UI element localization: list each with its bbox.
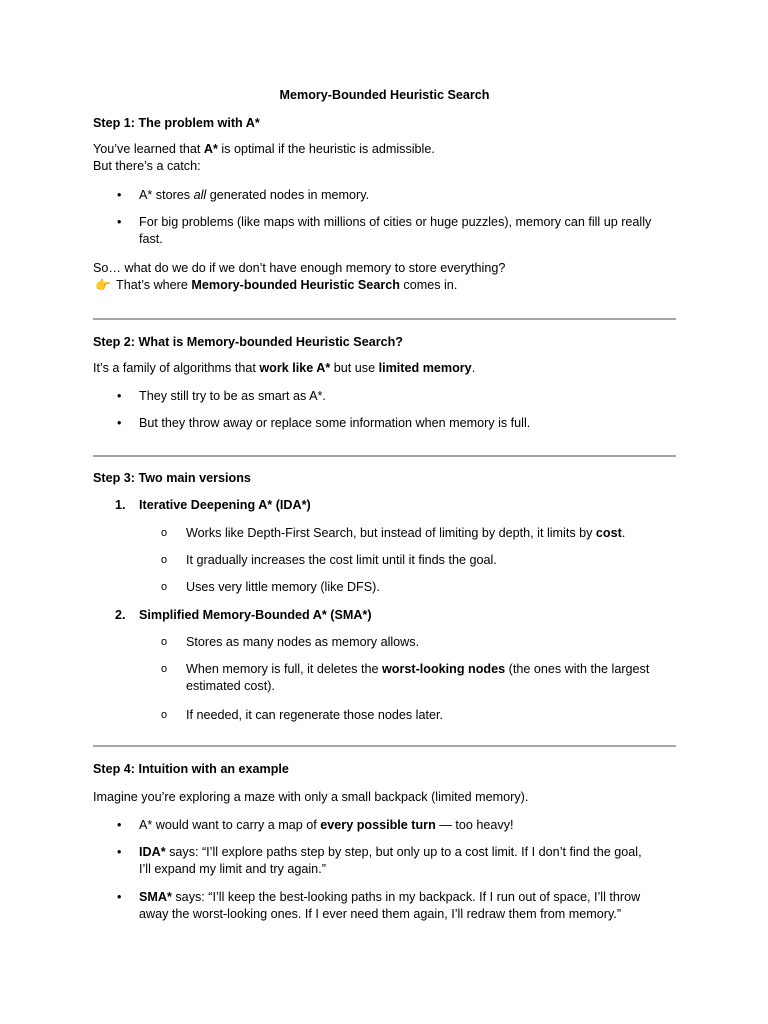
step4-bullet3	[139, 889, 676, 923]
step3-item2-sub2	[186, 661, 676, 695]
text-run: A* would want to carry a map of	[139, 818, 321, 832]
circle-bullet-marker: o	[161, 554, 168, 566]
text-run: .	[621, 526, 626, 540]
text-run: A* stores	[139, 188, 194, 202]
step3-item1-sub3: Uses very little memory (like DFS).	[186, 580, 380, 594]
step1-intro-line1	[93, 141, 676, 158]
text-run: That’s where	[116, 278, 192, 292]
text-run: (the ones with the largest	[505, 662, 650, 676]
bullet-marker: •	[117, 890, 122, 904]
text-run: says: “I’ll explore paths step by step, but only up to a cost limit. If I don’t find the goal,	[165, 845, 642, 859]
step3-item2-sub3: If needed, it can regenerate those nodes later.	[186, 708, 443, 722]
bold-text: SMA*	[139, 890, 172, 904]
bold-text: work like A*	[259, 361, 331, 375]
bold-text: limited memory	[378, 361, 472, 375]
italic-text: all	[193, 188, 207, 202]
horizontal-rule	[93, 318, 676, 320]
circle-bullet-marker: o	[161, 709, 168, 721]
list-number: 2.	[115, 608, 126, 622]
text-run: .	[471, 361, 476, 375]
horizontal-rule	[93, 745, 676, 747]
step4-bullet2	[139, 844, 676, 878]
circle-bullet-marker: o	[161, 527, 168, 539]
text-line: For big problems (like maps with millions of cities or huge puzzles), memory can fill up really	[139, 215, 652, 229]
step3-item1-sub2: It gradually increases the cost limit until it finds the goal.	[186, 553, 497, 567]
text-run: comes in.	[399, 278, 458, 292]
text-run: is optimal if the heuristic is admissible.	[217, 142, 435, 156]
bold-text: every possible turn	[320, 818, 436, 832]
circle-bullet-marker: o	[161, 636, 168, 648]
step1-bullet1	[139, 187, 676, 204]
step3-heading: Step 3: Two main versions	[93, 471, 251, 485]
bold-text: Memory-bounded Heuristic Search	[191, 278, 400, 292]
bold-text: IDA*	[139, 845, 166, 859]
step1-intro-line2: But there’s a catch:	[93, 159, 201, 173]
text-run: — too heavy!	[435, 818, 514, 832]
step2-heading: Step 2: What is Memory-bounded Heuristic Search?	[93, 335, 403, 349]
bold-text: worst-looking nodes	[381, 662, 506, 676]
circle-bullet-marker: o	[161, 581, 168, 593]
bullet-marker: •	[117, 416, 122, 430]
step3-item1-sub1	[186, 525, 676, 542]
step2-bullet2: But they throw away or replace some information when memory is full.	[139, 416, 531, 430]
bold-text: cost	[595, 526, 622, 540]
step3-item2-sub1: Stores as many nodes as memory allows.	[186, 635, 420, 649]
pointing-hand-icon: 👉	[95, 278, 111, 292]
circle-bullet-marker: o	[161, 663, 168, 675]
step3-item1-title: Iterative Deepening A* (IDA*)	[139, 498, 311, 512]
text-run: When memory is full, it deletes the	[186, 662, 382, 676]
text-line	[139, 889, 676, 906]
horizontal-rule	[93, 455, 676, 457]
step1-thats-line	[93, 277, 676, 294]
text-line	[139, 844, 676, 861]
text-run: You’ve learned that	[93, 142, 204, 156]
text-line: estimated cost).	[186, 679, 275, 693]
step1-closing	[93, 260, 676, 294]
bold-text: A*	[203, 142, 218, 156]
step2-intro	[93, 360, 676, 377]
text-line	[186, 661, 676, 678]
step3-item2-title: Simplified Memory-Bounded A* (SMA*)	[139, 608, 372, 622]
text-run: Works like Depth-First Search, but instead of limiting by depth, it limits by	[186, 526, 596, 540]
bullet-marker: •	[117, 188, 122, 202]
bullet-marker: •	[117, 215, 122, 229]
step1-bullet2	[139, 214, 676, 248]
step1-so-line: So… what do we do if we don’t have enough memory to store everything?	[93, 261, 506, 275]
text-run: It’s a family of algorithms that	[93, 361, 260, 375]
step4-bullet1	[139, 817, 676, 834]
step4-heading: Step 4: Intuition with an example	[93, 762, 289, 776]
text-run: but use	[330, 361, 379, 375]
list-number: 1.	[115, 498, 126, 512]
text-line: away the worst-looking ones. If I ever need them again, I’ll redraw them from memory.”	[139, 907, 622, 921]
text-line: fast.	[139, 232, 163, 246]
step1-intro	[93, 141, 676, 175]
bullet-marker: •	[117, 389, 122, 403]
bullet-marker: •	[117, 818, 122, 832]
document-title: Memory-Bounded Heuristic Search	[279, 88, 490, 102]
step4-intro: Imagine you’re exploring a maze with only a small backpack (limited memory).	[93, 790, 529, 804]
text-run: says: “I’ll keep the best-looking paths in my backpack. If I run out of space, I’ll throw	[171, 890, 641, 904]
step2-bullet1: They still try to be as smart as A*.	[139, 389, 326, 403]
text-run: generated nodes in memory.	[206, 188, 370, 202]
text-line: I’ll expand my limit and try again.”	[139, 862, 326, 876]
bullet-marker: •	[117, 845, 122, 859]
step1-heading: Step 1: The problem with A*	[93, 116, 260, 130]
